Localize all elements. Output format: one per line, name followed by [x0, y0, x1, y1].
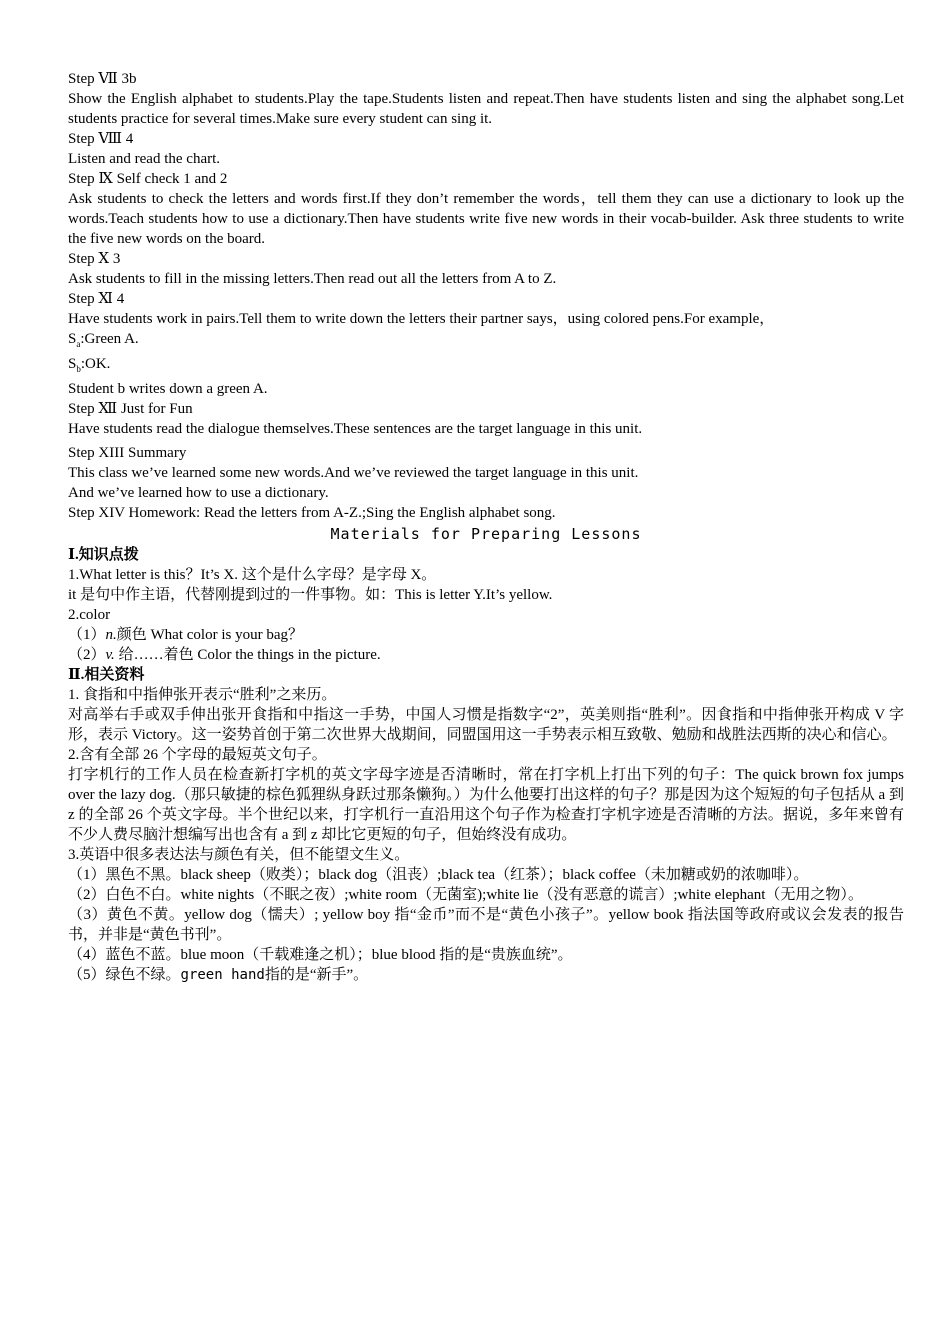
step10-text: Ask students to fill in the missing letters.Then read out all the letters from A to Z.	[68, 271, 557, 287]
speaker-a: S	[68, 331, 77, 347]
material-q2: 2.含有全部 26 个字母的最短英文句子。	[68, 747, 327, 763]
color-item-5	[68, 965, 904, 985]
materials-title: Materials for Preparing Lessons	[330, 525, 642, 543]
dialogue-line-sa	[68, 329, 904, 354]
p4-prefix: （1）	[68, 627, 106, 643]
color-item-3: （3）黄色不黄。yellow dog（懦夫）; yellow boy 指“金币”而不是“黄色小孩子”。yellow book 指法国等政府或议会发表的报告书，并非是“黄色书刊”。	[68, 907, 904, 943]
step9-text: Ask students to check the letters and words first.If they don’t remember the words，tell them they can use a dictionary to look up the words.Teach students how to use a dictionary.Then have students write five new words in their vocab-builder. Ask three students to write the five new words on the board.	[68, 191, 904, 247]
knowledge-p2: it 是句中作主语，代替刚提到过的一件事物。如：This is letter Y.It’s yellow.	[68, 587, 553, 603]
p4-text: 颜色 What color is your bag？	[116, 627, 303, 643]
step8-text: Listen and read the chart.	[68, 151, 221, 167]
p4-pos: n.	[105, 627, 117, 643]
step11-after: Student b writes down a green A.	[68, 381, 268, 397]
c5-text: 指的是“新手”。	[264, 967, 369, 983]
step7-title: Step Ⅶ 3b	[68, 71, 137, 87]
knowledge-p5	[68, 645, 904, 665]
section2-heading: Ⅱ.相关资料	[68, 667, 145, 683]
speaker-b-text: :OK.	[80, 356, 111, 372]
step13-text1: This class we’ve learned some new words.And we’ve reviewed the target language in this unit.	[68, 465, 639, 481]
step10-title: Step Ⅹ 3	[68, 251, 121, 267]
step7-text: Show the English alphabet to students.Play the tape.Students listen and repeat.Then have students listen and sing the alphabet song.Let students practice for several times.Make sure every student can sing it.	[68, 91, 904, 127]
step9-title: Step Ⅸ Self check 1 and 2	[68, 171, 228, 187]
speaker-b-sub: b	[76, 364, 81, 374]
step12-title: Step Ⅻ Just for Fun	[68, 401, 193, 417]
speaker-b: S	[68, 356, 77, 372]
step13-text2: And we’ve learned how to use a dictionary.	[68, 485, 329, 501]
c5-prefix: （5）绿色不绿。	[68, 967, 181, 983]
material-q1-body: 对高举右手或双手伸出张开食指和中指这一手势，中国人习惯是指数字“2”，英美则指“胜利”。因食指和中指伸张开构成 V 字形，表示 Victory。这一姿势首创于第二次世界大战期间，同盟国用这一手势表示相互致敬、勉励和战胜法西斯的决心和信心。	[68, 707, 904, 743]
p5-text: 给……着色 Color the things in the picture.	[114, 647, 381, 663]
color-item-2: （2）白色不白。white nights（不眠之夜）;white room（无菌室);white lie（没有恶意的谎言）;white elephant（无用之物）。	[68, 887, 863, 903]
speaker-a-sub: a	[76, 339, 81, 349]
p5-prefix: （2）	[68, 647, 106, 663]
speaker-a-text: :Green A.	[80, 331, 139, 347]
p5-pos: v.	[105, 647, 115, 663]
color-item-4: （4）蓝色不蓝。blue moon（千载难逢之机）；blue blood 指的是“贵族血统”。	[68, 947, 573, 963]
knowledge-p1: 1.What letter is this？It’s X. 这个是什么字母？是字母 X。	[68, 567, 437, 583]
step12-text: Have students read the dialogue themselves.These sentences are the target language in this unit.	[68, 421, 643, 437]
color-item-1: （1）黑色不黑。black sheep（败类）；black dog（沮丧）;black tea（红茶）；black coffee（未加糖或奶的浓咖啡）。	[68, 867, 809, 883]
document-page	[68, 69, 904, 985]
step14-text: Step XIV Homework: Read the letters from A-Z.;Sing the English alphabet song.	[68, 505, 556, 521]
step13-title: Step XIII Summary	[68, 445, 187, 461]
step8-title: Step Ⅷ 4	[68, 131, 134, 147]
step11-text: Have students work in pairs.Tell them to write down the letters their partner says，using colored pens.For example，	[68, 311, 775, 327]
knowledge-p4	[68, 625, 904, 645]
section1-heading: Ⅰ.知识点拨	[68, 547, 139, 563]
material-q1: 1. 食指和中指伸张开表示“胜利”之来历。	[68, 687, 337, 703]
knowledge-p3: 2.color	[68, 607, 111, 623]
material-q3: 3.英语中很多表达法与颜色有关，但不能望文生义。	[68, 847, 410, 863]
step11-title: Step Ⅺ 4	[68, 291, 125, 307]
c5-mono: green hand	[180, 967, 265, 983]
material-q2-body: 打字机行的工作人员在检查新打字机的英文字母字迹是否清晰时，常在打字机上打出下列的句子：The quick brown fox jumps over the lazy dog.（那只敏捷的棕色狐狸纵身跃过那条懒狗。）为什么他要打出这样的句子？那是因为这个短短的句子包括从 a 到 z 的全部 26 个英文字母。半个世纪以来，打字机行一直沿用这个句子作为检查打字机字迹是否清晰的方法。据说，多年来曾有不少人费尽脑汁想编写出也含有 a 到 z 却比它更短的句子，但始终没有成功。	[68, 767, 904, 843]
dialogue-line-sb	[68, 354, 904, 379]
